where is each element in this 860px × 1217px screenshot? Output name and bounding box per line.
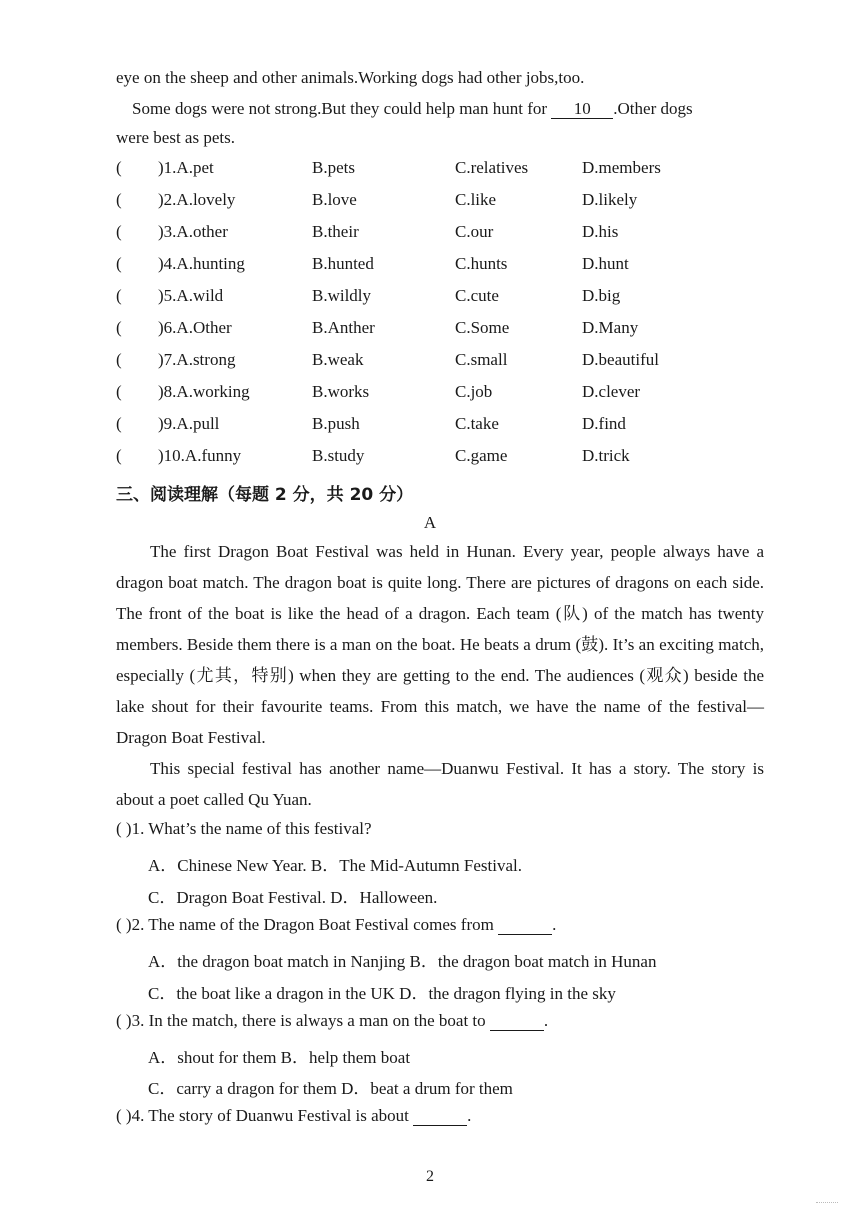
- question-1: ( )1. What’s the name of this festival?: [116, 819, 372, 838]
- question-1-options-ab: A．Chinese New Year. B．The Mid-Autumn Festival.: [148, 856, 522, 875]
- cloze-option-row: [0, 414, 860, 438]
- question-4: ( )4. The story of Duanwu Festival is about .: [116, 1106, 472, 1125]
- option-b: B.their: [312, 222, 359, 241]
- option-c: C.relatives: [455, 158, 529, 177]
- cloze-option-row: [0, 318, 860, 342]
- option-a: )1.A.pet: [158, 158, 214, 177]
- question-3-options-ab: A．shout for them B．help them boat: [148, 1048, 411, 1067]
- cloze-option-row: [0, 222, 860, 246]
- option-b: B.love: [312, 190, 357, 209]
- cloze-option-row: [0, 158, 860, 182]
- answer-paren: (: [116, 446, 122, 465]
- answer-paren: (: [116, 190, 122, 209]
- answer-blank: [413, 1107, 467, 1126]
- option-d: D.members: [582, 158, 661, 177]
- cloze-option-row: [0, 254, 860, 278]
- answer-paren: (: [116, 382, 122, 401]
- option-b: B.works: [312, 382, 370, 401]
- option-b: B.weak: [312, 350, 364, 369]
- option-c: C.take: [455, 414, 499, 433]
- option-b: B.Anther: [312, 318, 375, 337]
- option-a: )9.A.pull: [158, 414, 220, 433]
- option-d: D.hunt: [582, 254, 629, 273]
- answer-blank: [498, 916, 552, 935]
- option-a: )10.A.funny: [158, 446, 242, 465]
- option-c: C.cute: [455, 286, 499, 305]
- option-a: )3.A.other: [158, 222, 228, 241]
- question-1-options-cd: C．Dragon Boat Festival. D．Halloween.: [148, 888, 438, 907]
- option-c: C.like: [455, 190, 497, 209]
- cloze-option-row: [0, 286, 860, 310]
- option-d: D.clever: [582, 382, 641, 401]
- option-c: C.hunts: [455, 254, 508, 273]
- option-b: B.pets: [312, 158, 355, 177]
- passage-line: eye on the sheep and other animals.Working dogs had other jobs,too.: [116, 68, 585, 87]
- answer-paren: (: [116, 158, 122, 177]
- reading-paragraph: The first Dragon Boat Festival was held in Hunan. Every year, people always have a dragon boat match. The dragon boat is quite long. There are pictures of dragons on each side. The front of the boat is like the head of a dragon. Each team (队) of the match has twenty members. Beside them there is a man on the boat. He beats a drum (鼓). It’s an exciting match, especially (尤其，特别) when they are getting to the end. The audiences (观众) beside the lake shout for their favourite teams. From this match, we have the name of the festival—Dragon Boat Festival.: [116, 542, 764, 747]
- passage-label: A: [423, 513, 437, 532]
- answer-paren: (: [116, 222, 122, 241]
- option-d: D.his: [582, 222, 619, 241]
- option-d: D.Many: [582, 318, 639, 337]
- answer-paren: (: [116, 286, 122, 305]
- option-b: B.wildly: [312, 286, 372, 305]
- page-number: 2: [426, 1168, 434, 1185]
- cloze-option-row: [0, 382, 860, 406]
- blank-10: 10: [551, 100, 613, 119]
- option-c: C.our: [455, 222, 494, 241]
- option-b: B.push: [312, 414, 360, 433]
- passage-line: were best as pets.: [116, 128, 235, 147]
- option-d: D.find: [582, 414, 626, 433]
- option-c: C.small: [455, 350, 508, 369]
- answer-paren: (: [116, 414, 122, 433]
- option-d: D.likely: [582, 190, 638, 209]
- option-a: )6.A.Other: [158, 318, 232, 337]
- option-a: )8.A.working: [158, 382, 250, 401]
- option-d: D.big: [582, 286, 621, 305]
- option-a: )2.A.lovely: [158, 190, 236, 209]
- option-b: B.study: [312, 446, 365, 465]
- reading-paragraph: This special festival has another name—Duanwu Festival. It has a story. The story is about a poet called Qu Yuan.: [116, 759, 764, 809]
- option-c: C.Some: [455, 318, 510, 337]
- option-b: B.hunted: [312, 254, 374, 273]
- question-2: ( )2. The name of the Dragon Boat Festival comes from .: [116, 915, 557, 934]
- option-a: )7.A.strong: [158, 350, 236, 369]
- question-3-options-cd: C．carry a dragon for them D．beat a drum for them: [148, 1079, 513, 1098]
- scan-mark: [816, 1202, 838, 1207]
- question-2-options-ab: A．the dragon boat match in Nanjing B．the dragon boat match in Hunan: [148, 952, 657, 971]
- question-2-options-cd: C．the boat like a dragon in the UK D．the dragon flying in the sky: [148, 984, 616, 1003]
- option-a: )4.A.hunting: [158, 254, 245, 273]
- option-c: C.game: [455, 446, 508, 465]
- answer-blank: [490, 1012, 544, 1031]
- cloze-option-row: [0, 350, 860, 374]
- option-c: C.job: [455, 382, 493, 401]
- answer-paren: (: [116, 254, 122, 273]
- option-a: )5.A.wild: [158, 286, 224, 305]
- option-d: D.trick: [582, 446, 630, 465]
- cloze-option-row: [0, 190, 860, 214]
- answer-paren: (: [116, 350, 122, 369]
- passage-line: Some dogs were not strong.But they could help man hunt for 10 .Other dogs: [132, 99, 693, 118]
- cloze-option-row: [0, 446, 860, 470]
- question-3: ( )3. In the match, there is always a man on the boat to .: [116, 1011, 549, 1030]
- option-d: D.beautiful: [582, 350, 659, 369]
- section-title: 三、阅读理解（每题 2 分，共 20 分）: [116, 485, 414, 505]
- answer-paren: (: [116, 318, 122, 337]
